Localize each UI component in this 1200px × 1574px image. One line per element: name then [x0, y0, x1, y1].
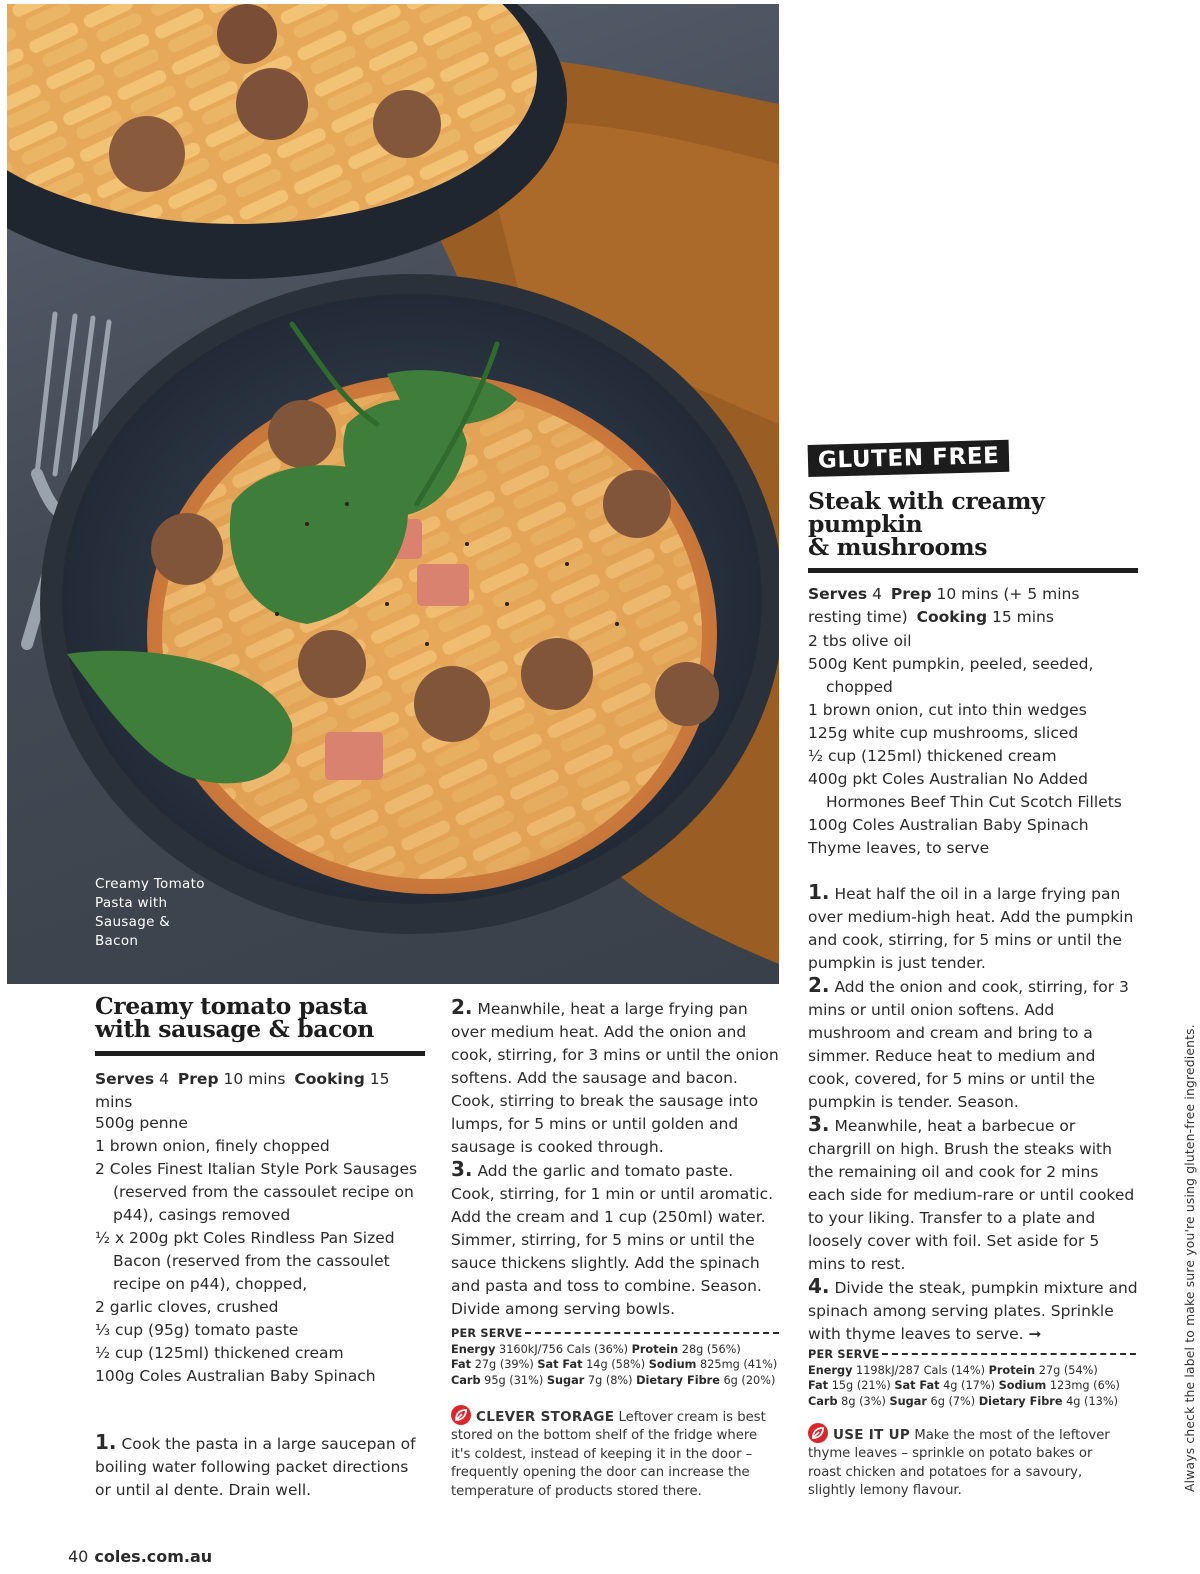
left-recipe-title-line: with sausage & bacon: [95, 1015, 374, 1043]
nutrient-label: Carb: [451, 1373, 481, 1387]
cooking-label: Cooking: [294, 1070, 365, 1088]
gluten-free-side-note: Always check the label to make sure you're using gluten-free ingredients.: [1183, 1024, 1197, 1492]
arrow-right-icon: ➞: [1028, 1325, 1042, 1343]
serves-label: Serves: [808, 585, 868, 603]
right-recipe-header: [808, 487, 1138, 629]
step-number: 1.: [95, 1430, 117, 1454]
nutrient-label: Fat: [451, 1358, 472, 1371]
step-number: 4.: [808, 1274, 830, 1298]
clever-storage-tip: [451, 1405, 766, 1501]
nutrient-value: 14g (58%): [586, 1358, 646, 1371]
step-text: Meanwhile, heat a large frying pan over medium heat. Add the onion and cook, stirring, for 3 mins or until the onion softens. Add the sausage and bacon. Cook, stirring to break the sausage into lumps, for 5 mins or until golden and sausage is cooked through.: [451, 1000, 779, 1156]
nutrition-header: PER SERVE: [451, 1327, 523, 1340]
ingredient-item: ½ cup (125ml) thickened cream: [808, 747, 1057, 765]
nutrient-label: Energy: [808, 1363, 853, 1377]
method-step: [451, 1159, 781, 1321]
left-recipe-meta: [95, 1068, 425, 1114]
pasta-bowls-illustration: [7, 4, 779, 984]
step-number: 2.: [451, 995, 473, 1019]
right-recipe-title: [808, 487, 1138, 561]
ingredient-item: 100g Coles Australian Baby Spinach: [95, 1367, 376, 1385]
title-rule: [808, 568, 1138, 573]
ingredient-item: Thyme leaves, to serve: [808, 839, 990, 857]
left-method-col2: [451, 997, 781, 1321]
prep-value-cont: resting time): [808, 608, 908, 626]
step-text: Meanwhile, heat a barbecue or chargrill on high. Brush the steaks with the remaining oil and cook for 2 mins each side for medium-rare or until cooked to your liking. Transfer to a plate and loosely cover with foil. Set aside for 5 mins to rest.: [808, 1117, 1135, 1273]
tip-text: Leftover cream is best stored on the bottom shelf of the fridge where it's coldest, instead of keeping it in the door – frequently opening the door can increase the temperature of products stored there.: [451, 1410, 766, 1499]
nutrient-label: Sodium: [998, 1379, 1047, 1392]
nutrient-label: Protein: [988, 1363, 1036, 1377]
right-method: [808, 882, 1138, 1346]
ingredient-item: 2 tbs olive oil: [808, 632, 912, 650]
serves-value: 4: [159, 1070, 169, 1088]
nutrient-label: Sat Fat: [894, 1379, 940, 1392]
photo-caption: [95, 875, 235, 951]
ingredient-item: 500g penne: [95, 1114, 188, 1132]
prep-value: 10 mins: [223, 1070, 286, 1088]
ingredient-item: 2 Coles Finest Italian Style Pork Sausages (reserved from the cassoulet recipe on p44), casings removed: [95, 1160, 418, 1224]
ingredient-item: 500g Kent pumpkin, peeled, seeded, chopped: [808, 655, 1094, 696]
leaf-tip-icon: [808, 1423, 828, 1443]
ingredient-item: ½ x 200g pkt Coles Rindless Pan Sized Bacon (reserved from the cassoulet recipe on p44), chopped,: [95, 1229, 395, 1293]
nutrient-label: Sat Fat: [537, 1358, 583, 1371]
page-footer: [68, 1547, 212, 1566]
nutrient-label: Dietary Fibre: [978, 1394, 1063, 1408]
tip-label: USE IT UP: [833, 1427, 911, 1443]
nutrient-value: 15g (21%): [831, 1379, 891, 1392]
photo-caption-line: Sausage &: [95, 914, 171, 930]
left-recipe-header: [95, 992, 425, 1114]
dashed-divider: [525, 1332, 779, 1334]
left-nutrition: [451, 1326, 779, 1388]
nutrient-value: 3160kJ/756 Cals (36%): [499, 1342, 628, 1356]
ingredient-item: 2 garlic cloves, crushed: [95, 1298, 279, 1316]
nutrition-row: [808, 1378, 1136, 1394]
method-step: [95, 1432, 417, 1502]
nutrient-label: Sodium: [648, 1358, 697, 1371]
method-step: [808, 1276, 1138, 1346]
nutrient-label: Sugar: [889, 1394, 927, 1408]
nutrient-label: Energy: [451, 1342, 496, 1356]
photo-caption-line: Creamy Tomato: [95, 876, 205, 892]
nutrient-value: 6g (7%): [930, 1394, 976, 1408]
nutrient-value: 28g (56%): [681, 1342, 741, 1356]
website-link[interactable]: coles.com.au: [94, 1547, 213, 1566]
page-number: 40: [68, 1547, 89, 1566]
nutrition-header: PER SERVE: [808, 1348, 880, 1361]
nutrition-row: [451, 1342, 779, 1358]
right-recipe-title-line: Steak with creamy pumpkin: [808, 487, 1045, 538]
nutrient-label: Sugar: [546, 1373, 585, 1387]
step-number: 3.: [451, 1157, 473, 1181]
method-step: [808, 975, 1138, 1114]
ingredient-item: ⅓ cup (95g) tomato paste: [95, 1321, 299, 1339]
recipe-photo: [7, 4, 779, 984]
ingredient-item: 100g Coles Australian Baby Spinach: [808, 816, 1089, 834]
right-ingredients-list: [808, 630, 1143, 860]
step-text: Divide the steak, pumpkin mixture and spinach among serving plates. Sprinkle with thyme leaves to serve.: [808, 1279, 1138, 1343]
prep-label: Prep: [177, 1070, 219, 1088]
right-recipe-meta: [808, 583, 1138, 629]
leaf-tip-icon: [451, 1405, 471, 1425]
nutrient-label: Carb: [808, 1394, 838, 1408]
left-recipe-title-line: Creamy tomato pasta: [95, 992, 368, 1020]
nutrient-value: 27g (54%): [1038, 1363, 1098, 1377]
cooking-label: Cooking: [916, 608, 988, 626]
right-recipe-title-line: & mushrooms: [808, 533, 988, 561]
left-method-col1: [95, 1432, 417, 1502]
nutrient-value: 1198kJ/287 Cals (14%): [856, 1363, 985, 1377]
nutrient-label: Fat: [808, 1379, 829, 1392]
ingredient-item: 1 brown onion, cut into thin wedges: [808, 701, 1087, 719]
ingredient-item: 400g pkt Coles Australian No Added Hormones Beef Thin Cut Scotch Fillets: [808, 770, 1122, 811]
method-step: [451, 997, 781, 1159]
step-text: Add the onion and cook, stirring, for 3 mins or until onion softens. Add mushroom and cream and bring to a simmer. Reduce heat to medium and cook, covered, for 5 mins or until the pumpkin is tender. Season.: [808, 978, 1129, 1111]
ingredient-item: ½ cup (125ml) thickened cream: [95, 1344, 344, 1362]
nutrient-label: Dietary Fibre: [636, 1373, 720, 1387]
step-text: Heat half the oil in a large frying pan over medium-high heat. Add the pumpkin and cook, stirring, for 5 mins or until the pumpkin is just tender.: [808, 885, 1134, 972]
nutrition-row: [451, 1373, 779, 1389]
serves-value: 4: [872, 585, 882, 603]
nutrition-row: [808, 1394, 1136, 1410]
step-text: Add the garlic and tomato paste. Cook, stirring, for 1 min or until aromatic. Add the cream and 1 cup (250ml) water. Simmer, stirring, for 5 mins or until the sauce thickens slightly. Add the spinach and pasta and toss to combine. Season. Divide among serving bowls.: [451, 1162, 774, 1318]
cooking-value: 15 mins: [992, 608, 1054, 626]
step-text: Cook the pasta in a large saucepan of boiling water following packet directions or until al dente. Drain well.: [95, 1435, 416, 1499]
title-rule: [95, 1051, 425, 1056]
step-number: 2.: [808, 973, 830, 997]
tip-label: CLEVER STORAGE: [476, 1409, 615, 1425]
nutrient-value: 27g (39%): [474, 1358, 534, 1371]
photo-caption-line: Pasta with: [95, 895, 168, 911]
nutrient-value: 123mg (6%): [1049, 1379, 1120, 1392]
nutrient-value: 6g (20%): [723, 1373, 776, 1387]
nutrition-row: [808, 1363, 1136, 1379]
ingredient-item: 125g white cup mushrooms, sliced: [808, 724, 1079, 742]
prep-value: 10 mins (+ 5 mins: [936, 585, 1080, 603]
nutrient-value: 95g (31%): [484, 1373, 544, 1387]
left-ingredients-list: [95, 1112, 420, 1388]
nutrient-label: Protein: [631, 1342, 679, 1356]
cooking-value: 15 mins: [95, 1070, 390, 1111]
nutrient-value: 7g (8%): [587, 1373, 633, 1387]
serves-label: Serves: [95, 1070, 155, 1088]
nutrient-value: 825mg (41%): [700, 1358, 778, 1371]
method-step: [808, 882, 1138, 975]
step-number: 3.: [808, 1112, 830, 1136]
left-recipe-title: [95, 992, 425, 1043]
use-it-up-tip: [808, 1423, 1118, 1501]
nutrient-value: 8g (3%): [841, 1394, 886, 1408]
method-step: [808, 1114, 1138, 1276]
step-number: 1.: [808, 880, 830, 904]
nutrient-value: 4g (17%): [943, 1379, 995, 1392]
tip-text: Make the most of the leftover thyme leaves – sprinkle on potato bakes or roast chicken and potatoes for a savoury, slightly lemony flavour.: [808, 1428, 1110, 1499]
right-nutrition: [808, 1347, 1136, 1409]
prep-label: Prep: [890, 585, 932, 603]
gluten-free-badge: GLUTEN FREE: [808, 440, 1009, 477]
dashed-divider: [882, 1353, 1136, 1355]
ingredient-item: 1 brown onion, finely chopped: [95, 1137, 330, 1155]
nutrition-row: [451, 1357, 779, 1373]
photo-caption-line: Bacon: [95, 933, 139, 949]
nutrient-value: 4g (13%): [1066, 1394, 1118, 1408]
